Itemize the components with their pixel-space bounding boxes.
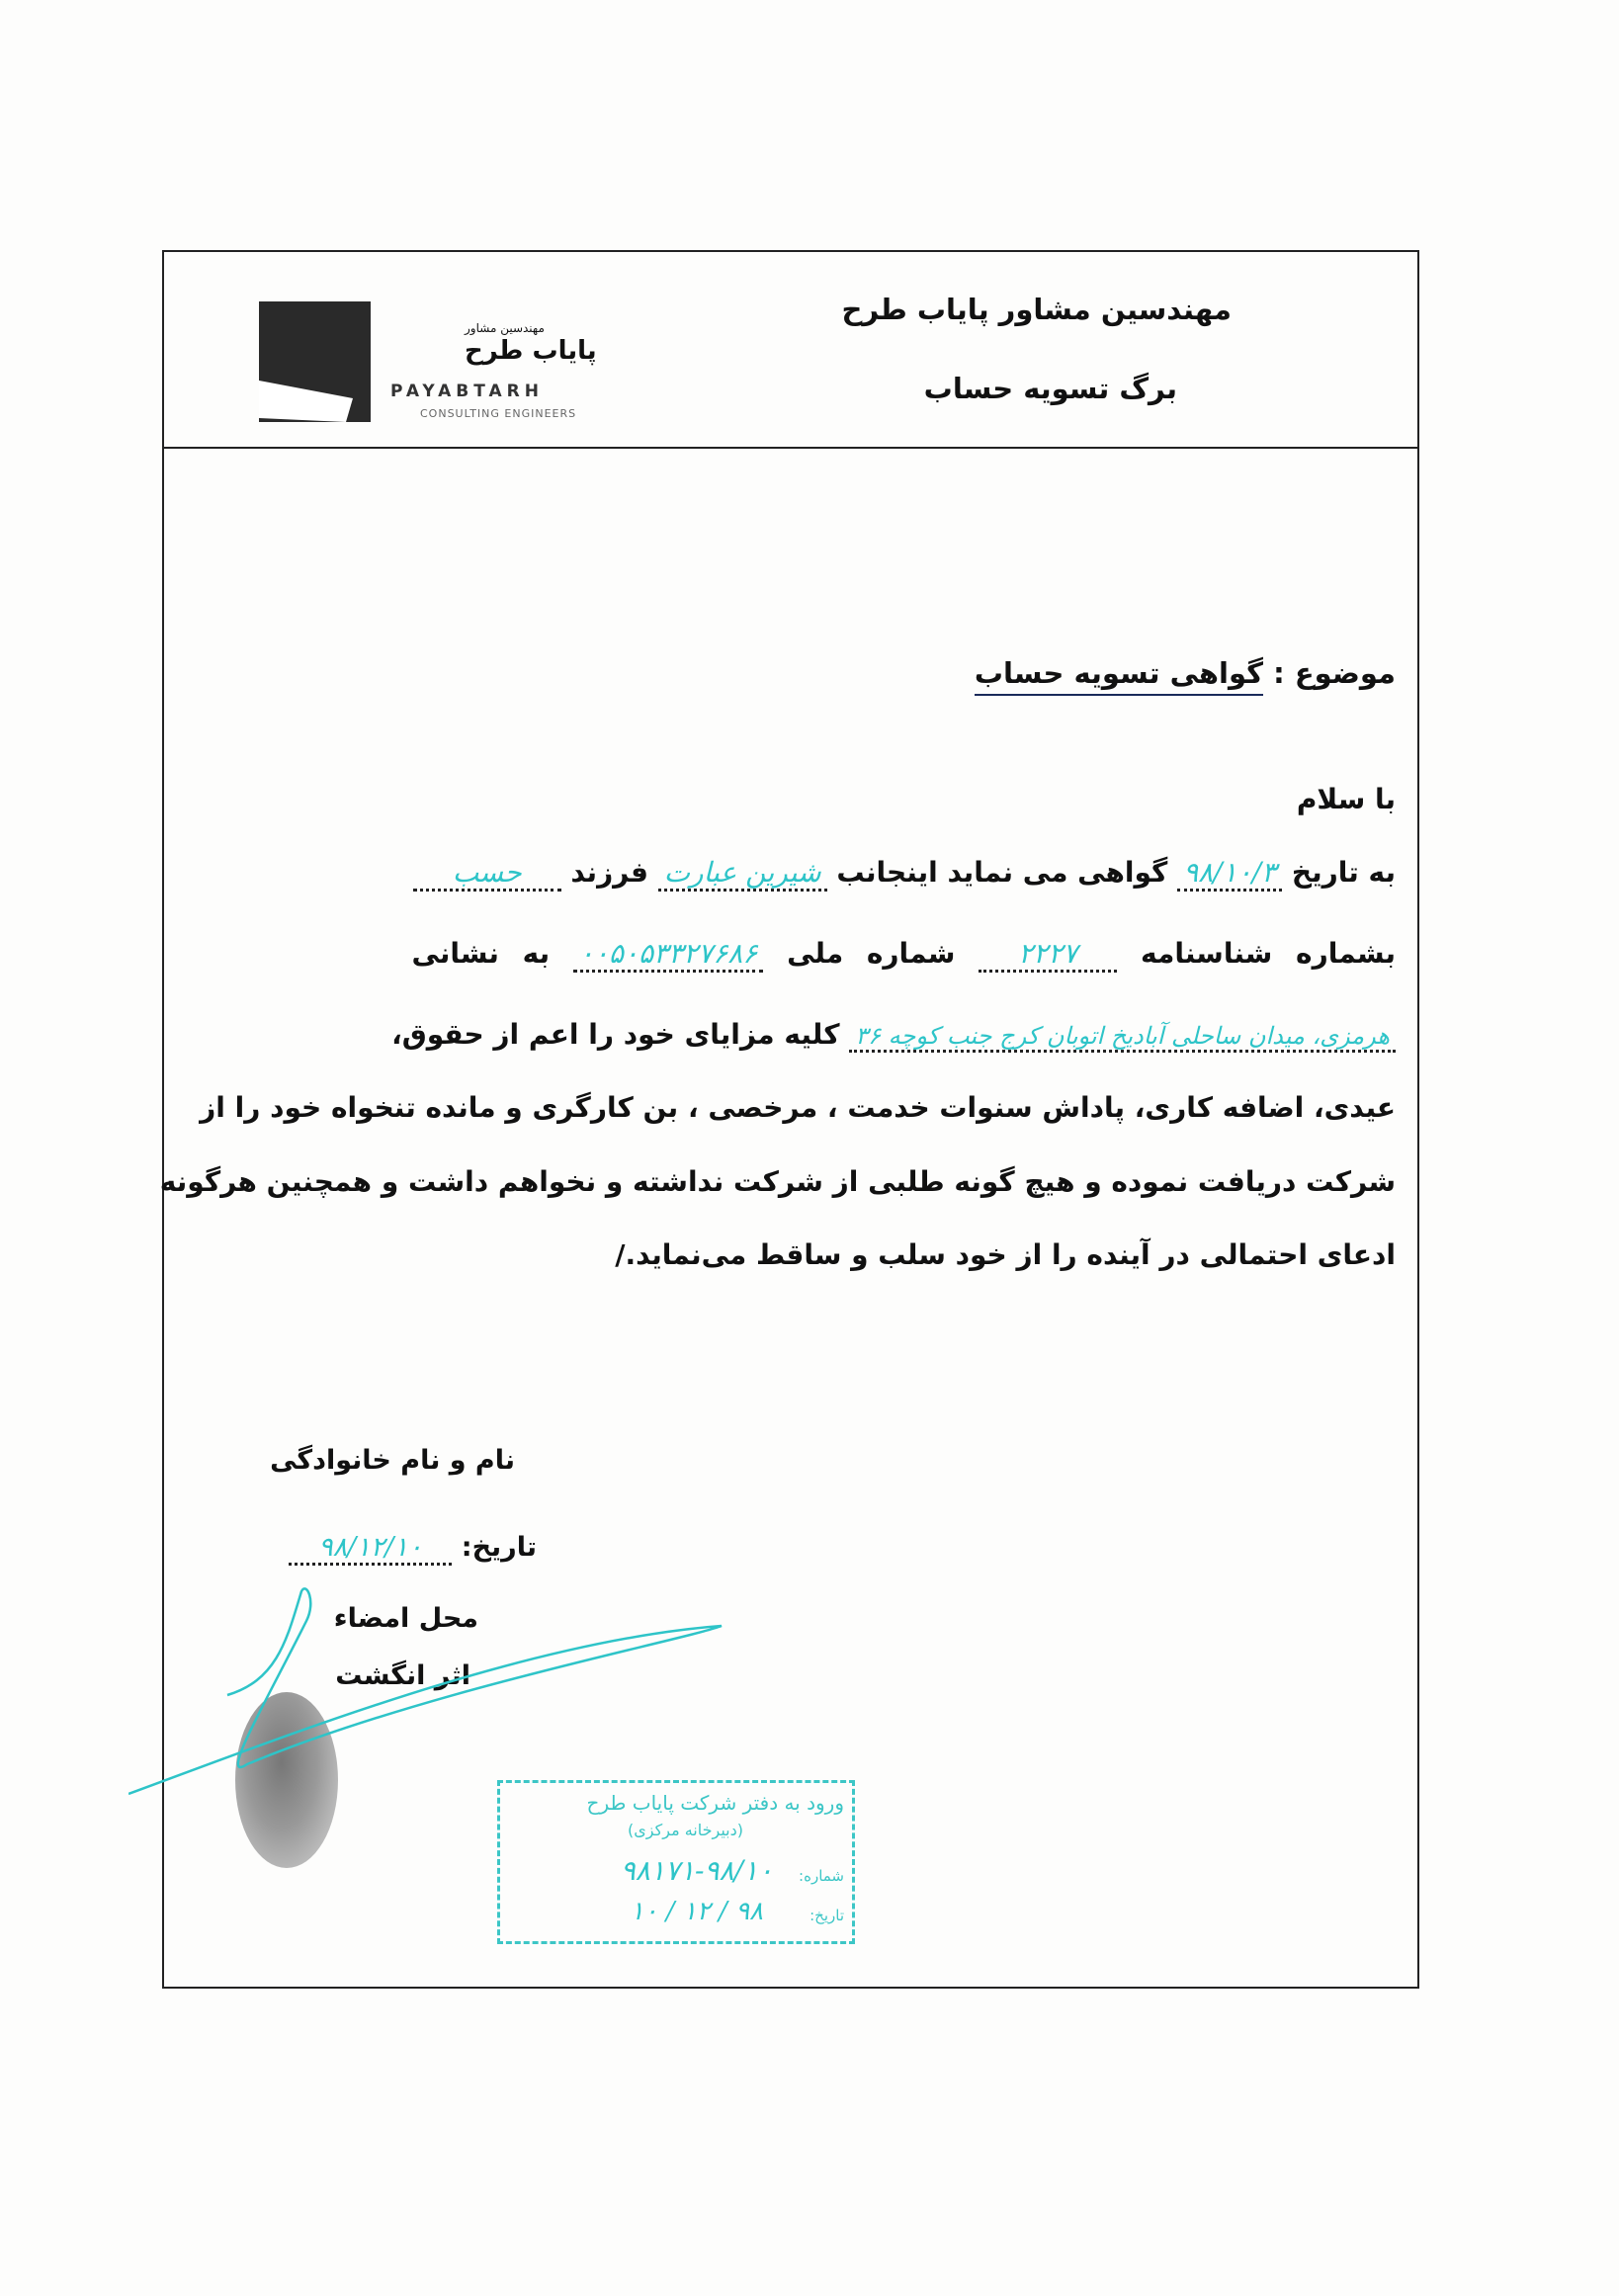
body-line-3	[259, 1018, 1396, 1053]
id-number-field[interactable]: ۲۲۲۷	[979, 937, 1117, 973]
footer-date	[289, 1532, 537, 1566]
text: شماره ملی	[787, 937, 956, 970]
received-stamp	[497, 1780, 855, 1944]
name-field[interactable]: شیرین عبارت	[658, 856, 827, 892]
body-line-1	[259, 856, 1396, 892]
body-line-4: عیدی، اضافه کاری، پاداش سنوات خدمت ، مرخصی ، بن کارگری و مانده تنخواه خود را از	[200, 1091, 1396, 1124]
footer-date-field[interactable]: ۹۸/۱۲/۱۰	[289, 1532, 452, 1566]
header-divider	[162, 447, 1417, 449]
subject-line	[975, 656, 1396, 690]
body-line-6: ادعای احتمالی در آینده را از خود سلب و ساقط می‌نماید./	[615, 1238, 1396, 1271]
address-field[interactable]: هرمزی، میدان ساحلی آبادیخ اتوبان کرج جنب کوچه ۳۶	[849, 1022, 1396, 1053]
logo-text-fa: پایاب طرح	[465, 336, 597, 366]
text: فرزند	[570, 856, 648, 889]
subject-value: گواهی تسویه حساب	[975, 656, 1263, 696]
stamp-date-value: ۹۸ / ۱۲ / ۱۰	[630, 1897, 763, 1926]
stamp-subtitle: (دبیرخانه مرکزی)	[628, 1821, 743, 1839]
text: گواهی می نماید اینجانب	[836, 856, 1168, 889]
stamp-date-label: تاریخ:	[810, 1907, 844, 1924]
company-name: مهندسین مشاور پایاب طرح	[841, 293, 1232, 326]
signature-label: محل امضاء	[333, 1603, 478, 1634]
company-logo-icon	[259, 301, 371, 422]
greeting: با سلام	[1296, 783, 1396, 815]
subject-label: موضوع :	[1273, 656, 1396, 690]
logo-text-en: PAYABTARH	[390, 382, 544, 401]
date-field[interactable]: ۹۸/۱۰/۳	[1177, 856, 1282, 892]
national-id-field[interactable]: ۰۰۵۰۵۳۳۲۷۶۸۶	[573, 937, 763, 973]
date-label: تاریخ:	[461, 1532, 537, 1563]
stamp-title: ورود به دفتر شرکت پایاب طرح	[586, 1791, 844, 1815]
name-label: نام و نام خانوادگی	[270, 1445, 515, 1476]
body-line-5: شرکت دریافت نموده و هیچ گونه طلبی از شرکت نداشته و نخواهم داشت و همچنین هرگونه	[159, 1165, 1396, 1198]
stamp-number-label: شماره:	[799, 1867, 844, 1885]
text: به نشانی	[411, 937, 551, 970]
logo-text-small: مهندسین مشاور	[465, 321, 545, 335]
form-title: برگ تسویه حساب	[923, 372, 1177, 405]
text: کلیه مزایای خود را اعم از حقوق،	[391, 1018, 840, 1051]
text: به تاریخ	[1291, 856, 1396, 889]
fingerprint-label: اثر انگشت	[335, 1660, 470, 1691]
text: بشماره شناسنامه	[1141, 937, 1396, 970]
stamp-number-value: ۹۸۱۷۱-۹۸/۱۰	[620, 1854, 773, 1887]
father-name-field[interactable]: حسب	[413, 856, 561, 892]
logo-subtext-en: CONSULTING ENGINEERS	[420, 407, 577, 420]
body-line-2	[259, 937, 1396, 973]
